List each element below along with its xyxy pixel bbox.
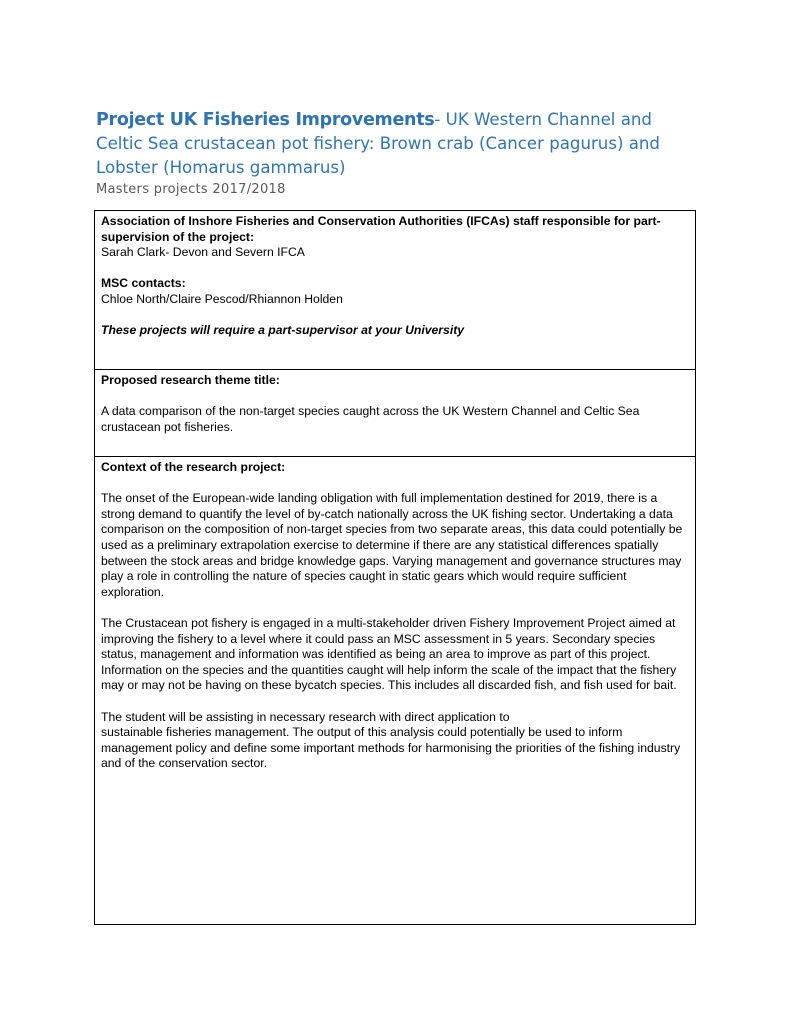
supervisor-note: These projects will require a part-supervisor at your University (101, 323, 465, 338)
title-strong: Project UK Fisheries Improvements (96, 110, 435, 130)
context-paragraph-3-rest: sustainable fisheries management. The output of this analysis could potentially be used to inform management policy and define some important methods for harmonising the priorities of the fishing industry and of the conservation sector. (101, 725, 681, 771)
msc-contacts: Chloe North/Claire Pescod/Rhiannon Holden (101, 291, 343, 306)
page-title (96, 108, 696, 180)
title-rest: - UK Western Channel and Celtic Sea crustacean pot fishery: Brown crab (Cancer pagurus) and Lobster (Homarus gammarus) (96, 110, 660, 177)
theme-text: A data comparison of the non-target species caught across the UK Western Channel and Celtic Sea crustacean pot fisheries. (101, 404, 640, 434)
project-table (94, 210, 696, 925)
supervision-heading: Association of Inshore Fisheries and Conservation Authorities (IFCAs) staff responsible for part-supervision of the project: (101, 214, 661, 244)
context-paragraph-3-line-1: The student will be assisting in necessary research with direct application to (101, 709, 510, 724)
supervision-cell (95, 211, 695, 370)
theme-cell (95, 370, 695, 457)
theme-heading: Proposed research theme title: (101, 373, 280, 387)
ifca-contact: Sarah Clark- Devon and Severn IFCA (101, 245, 305, 260)
page-subtitle: Masters projects 2017/2018 (96, 182, 286, 197)
document-header (96, 108, 696, 199)
msc-heading: MSC contacts: (101, 276, 186, 291)
context-paragraph-1: The onset of the European-wide landing obligation with full implementation destined for 2019, there is a strong demand to quantify the level of by-catch nationally across the UK fishing sector. Undertaking a data comparison on the composition of non-target species from two separate areas, this data could potentially be used as a preliminary extrapolation exercise to determine if there are any statistical differences spatially between the stock areas and bridge knowledge gaps. Varying management and governance structures may play a role in controlling the nature of species caught in static gears which would require sufficient exploration. (101, 491, 683, 599)
context-cell (95, 457, 695, 924)
context-heading: Context of the research project: (101, 460, 286, 474)
context-paragraph-2: The Crustacean pot fishery is engaged in a multi-stakeholder driven Fishery Improvement Project aimed at improving the fishery to a level where it could pass an MSC assessment in 5 years. Secondary species status, management and information was identified as being an area to improve as part of this project. Information on the species and the quantities caught will help inform the scale of the impact that the fishery may or may not be having on these bycatch species. This includes all discarded fish, and fish used for bait. (101, 615, 677, 693)
